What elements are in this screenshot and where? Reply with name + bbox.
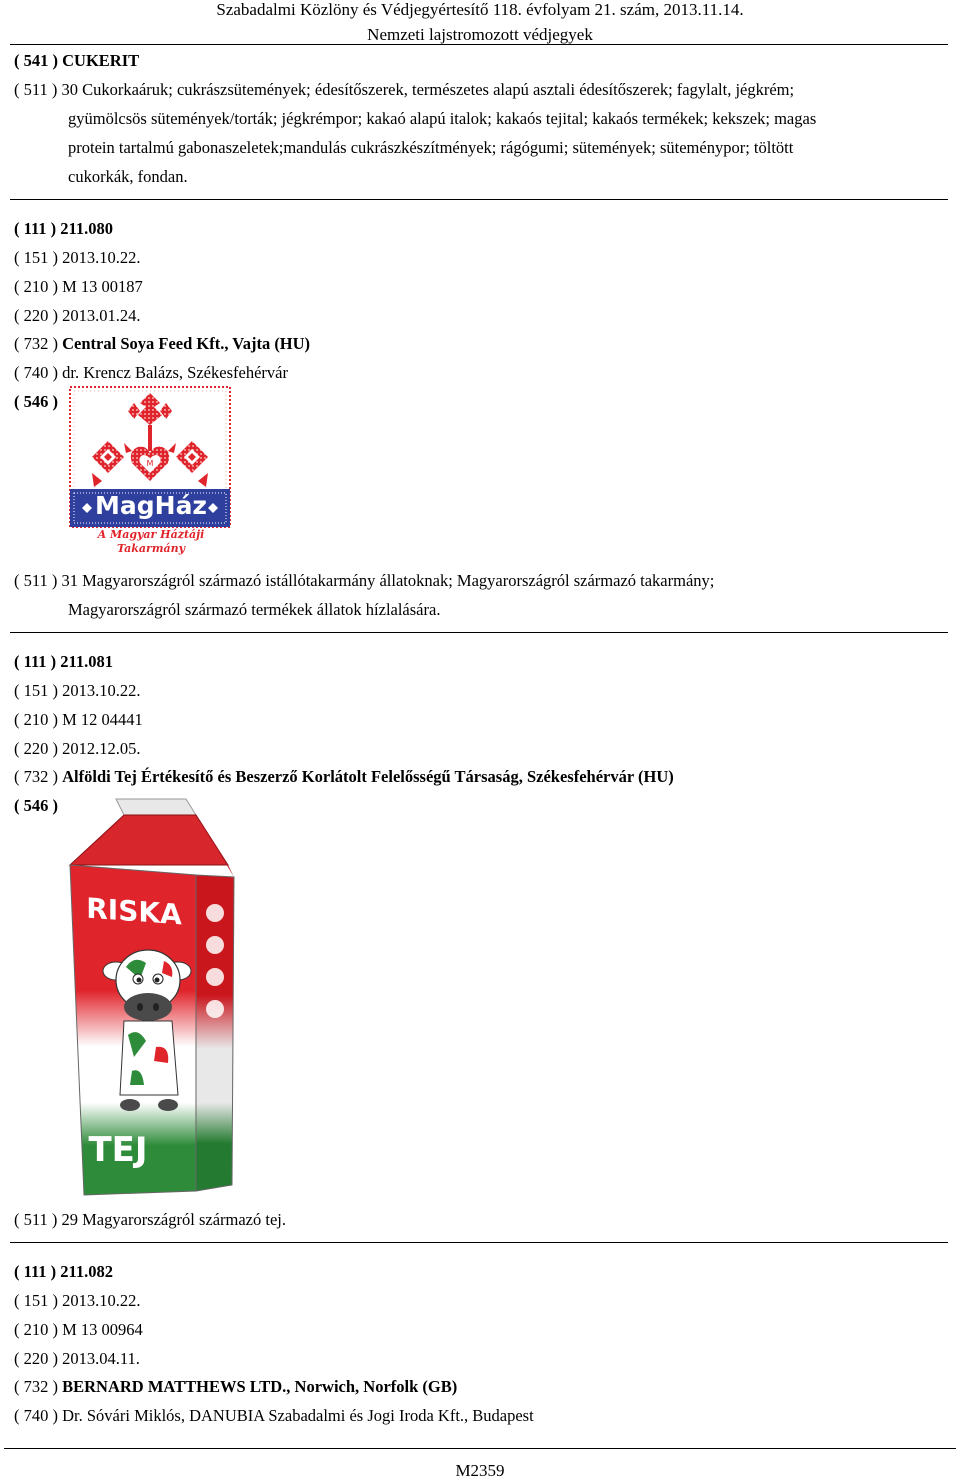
field-732: ( 732 ) Central Soya Feed Kft., Vajta (HU) xyxy=(14,334,311,353)
field-511: ( 511 ) 29 Magyarországról származó tej. xyxy=(14,1210,286,1229)
field-210: ( 210 ) M 13 00187 xyxy=(14,277,143,296)
field-541: ( 541 ) CUKERIT xyxy=(14,51,140,70)
section-title: Nemzeti lajstromozott védjegyek xyxy=(367,25,593,44)
field-732: ( 732 ) Alföldi Tej Értékesítő és Beszerző Korlátolt Felelősségű Társaság, Székesfehérvár (HU) xyxy=(14,767,674,786)
field-732: ( 732 ) BERNARD MATTHEWS LTD., Norwich, Norfolk (GB) xyxy=(14,1377,458,1396)
field-151: ( 151 ) 2013.10.22. xyxy=(14,1291,141,1310)
riska-brand-text: RISKA xyxy=(86,891,182,932)
field-511-line1: ( 511 ) 30 Cukorkaáruk; cukrászsütemények; édesítőszerek, természetes alapú asztali édesítőszerek; fagylalt, jégkrém; xyxy=(14,80,795,99)
maghaz-brand-text: MagHáz xyxy=(95,491,207,520)
entry-separator xyxy=(10,1242,948,1243)
footer-rule xyxy=(4,1448,956,1449)
field-151: ( 151 ) 2013.10.22. xyxy=(14,681,141,700)
field-111: ( 111 ) 211.082 xyxy=(14,1262,114,1281)
svg-text:M: M xyxy=(146,459,154,468)
field-220: ( 220 ) 2012.12.05. xyxy=(14,739,141,758)
field-740: ( 740 ) dr. Krencz Balázs, Székesfehérvár xyxy=(14,363,288,382)
maghaz-logo xyxy=(68,385,234,565)
entry-separator xyxy=(10,632,948,633)
tej-product-text: TEJ xyxy=(88,1130,148,1170)
field-210: ( 210 ) M 12 04441 xyxy=(14,710,143,729)
field-210: ( 210 ) M 13 00964 xyxy=(14,1320,143,1339)
field-740: ( 740 ) Dr. Sóvári Miklós, DANUBIA Szabadalmi és Jogi Iroda Kft., Budapest xyxy=(14,1406,534,1425)
journal-title: Szabadalmi Közlöny és Védjegyértesítő 118. évfolyam 21. szám, 2013.11.14. xyxy=(216,0,744,19)
maghaz-tagline-1: A Magyar Háztáji xyxy=(97,528,205,541)
header-rule xyxy=(10,44,948,45)
field-511-line2: gyümölcsös sütemények/torták; jégkrémpor; kakaó alapú italok; kakaós tejital; kakaós termékek; kekszek; magas xyxy=(68,109,817,128)
field-511-line1: ( 511 ) 31 Magyarországról származó istállótakarmány állatoknak; Magyarországról származó takarmány; xyxy=(14,571,715,590)
riska-milk-carton xyxy=(68,795,236,1202)
field-220: ( 220 ) 2013.01.24. xyxy=(14,306,141,325)
field-546: ( 546 ) xyxy=(14,796,58,815)
field-511-line3: protein tartalmú gabonaszeletek;mandulás cukrászkészítmények; rágógumi; sütemények; süteménypor; töltött xyxy=(68,138,794,157)
field-546: ( 546 ) xyxy=(14,392,58,411)
field-151: ( 151 ) 2013.10.22. xyxy=(14,248,141,267)
field-111: ( 111 ) 211.080 xyxy=(14,219,114,238)
maghaz-tagline-2: Takarmány xyxy=(117,542,185,555)
field-220: ( 220 ) 2013.04.11. xyxy=(14,1349,140,1368)
entry-separator xyxy=(10,199,948,200)
page-number: M2359 xyxy=(455,1461,505,1480)
field-111: ( 111 ) 211.081 xyxy=(14,652,114,671)
field-511-line2: Magyarországról származó termékek állatok hízlalására. xyxy=(68,600,441,619)
field-511-line4: cukorkák, fondan. xyxy=(68,167,188,186)
